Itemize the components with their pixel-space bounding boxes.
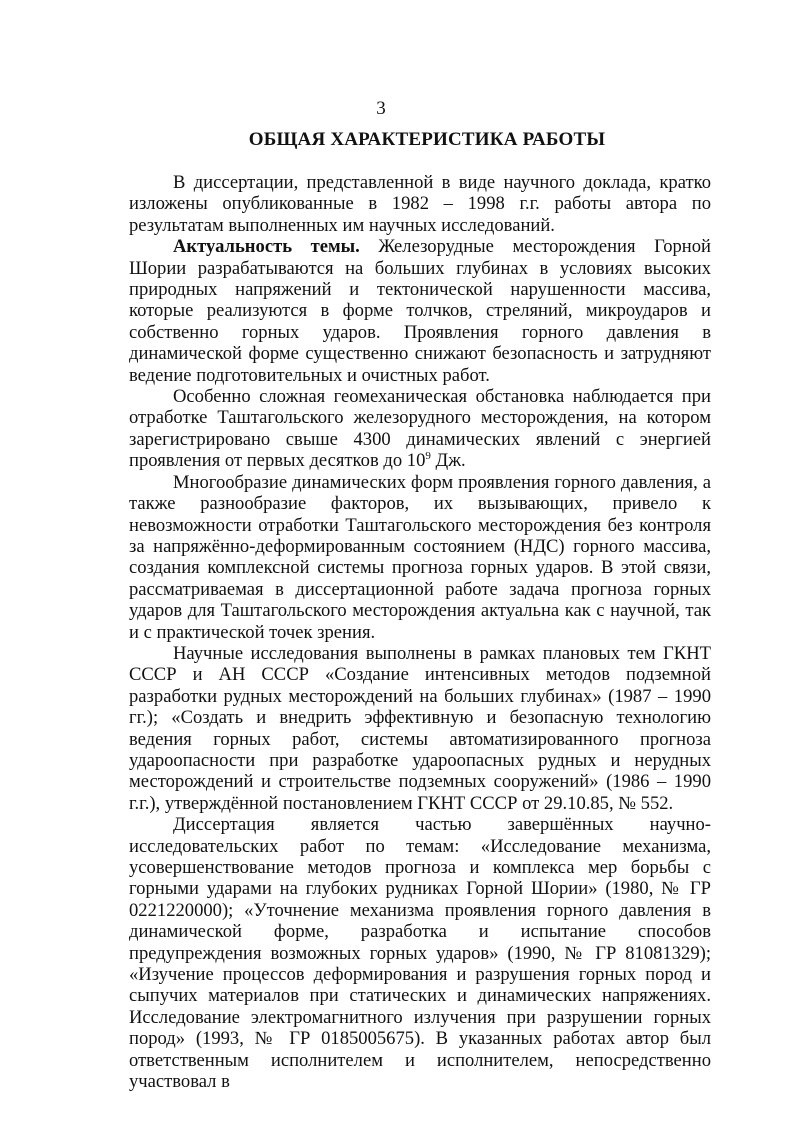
- energy-exponent: 9: [425, 450, 431, 463]
- section-heading: ОБЩАЯ ХАРАКТЕРИСТИКА РАБОТЫ: [248, 129, 606, 150]
- geomechanics-text: Особенно сложная геомеханическая обстановка наблюдается при отработке Таштагольского железорудного месторождения, на котором зарегистрировано свыше 4300 динамических явлений с энергией проявления от первых десятков до 10: [129, 386, 711, 472]
- document-body: [129, 172, 711, 1092]
- paragraph-research-plans: Научные исследования выполнены в рамках плановых тем ГКНТ СССР и АН СССР «Создание интенсивных методов подземной разработки рудных месторождений на больших глубинах» (1987 – 1990 гг.); «Создать и внедрить эффективную и безопасную технологию ведения горных работ, системы автоматизированного прогноза удароопасности при разработке удароопасных рудных и нерудных месторождений и строительстве подземных сооружений» (1986 – 1990 г.г.), утверждённой постановлением ГКНТ СССР от 29.10.85, № 552.: [129, 642, 711, 814]
- paragraph-geomechanics: [129, 386, 711, 472]
- page-number: 3: [376, 98, 386, 119]
- relevance-text: Железорудные месторождения Горной Шории разрабатываются на больших глубинах в условиях высоких природных напряжений и тектонической нарушенности массива, которые реализуются в форме толчков, стреляний, микроударов и собственно горных ударов. Проявления горного давления в динамической форме существенно снижают безопасность и затрудняют ведение подготовительных и очистных работ.: [129, 236, 711, 386]
- paragraph-intro: В диссертации, представленной в виде научного доклада, кратко изложены опубликованные в 1982 – 1998 г.г. работы автора по результатам выполненных им научных исследований.: [129, 172, 711, 236]
- paragraph-diversity: Многообразие динамических форм проявления горного давления, а также разнообразие факторов, их вызывающих, привело к невозможности отработки Таштагольского месторождения без контроля за напряжённо-деформированным состоянием (НДС) горного массива, создания комплексной системы прогноза горных ударов. В этой связи, рассматриваемая в диссертационной работе задача прогноза горных ударов для Таштагольского месторождения актуальна как с научной, так и с практической точек зрения.: [129, 471, 711, 643]
- paragraph-dissertation-part: Диссертация является частью завершённых научно-исследовательских работ по темам: «Исследование механизма, усовершенствование методов прогноза и комплекса мер борьбы с горными ударами на глубоких рудниках Горной Шории» (1980, № ГР 0221220000); «Уточнение механизма проявления горного давления в динамической форме, разработка и испытание способов предупреждения возможных горных ударов» (1990, № ГР 81081329); «Изучение процессов деформирования и разрушения горных пород и сыпучих материалов при статических и динамических напряжениях. Исследование электромагнитного излучения при разрушении горных пород» (1993, № ГР 0185005675). В указанных работах автор был ответственным исполнителем и исполнителем, непосредственно участвовал в: [129, 814, 711, 1093]
- paragraph-relevance: [129, 236, 711, 386]
- geomechanics-end: Дж.: [430, 450, 466, 472]
- relevance-lead: Актуальность темы.: [173, 236, 360, 258]
